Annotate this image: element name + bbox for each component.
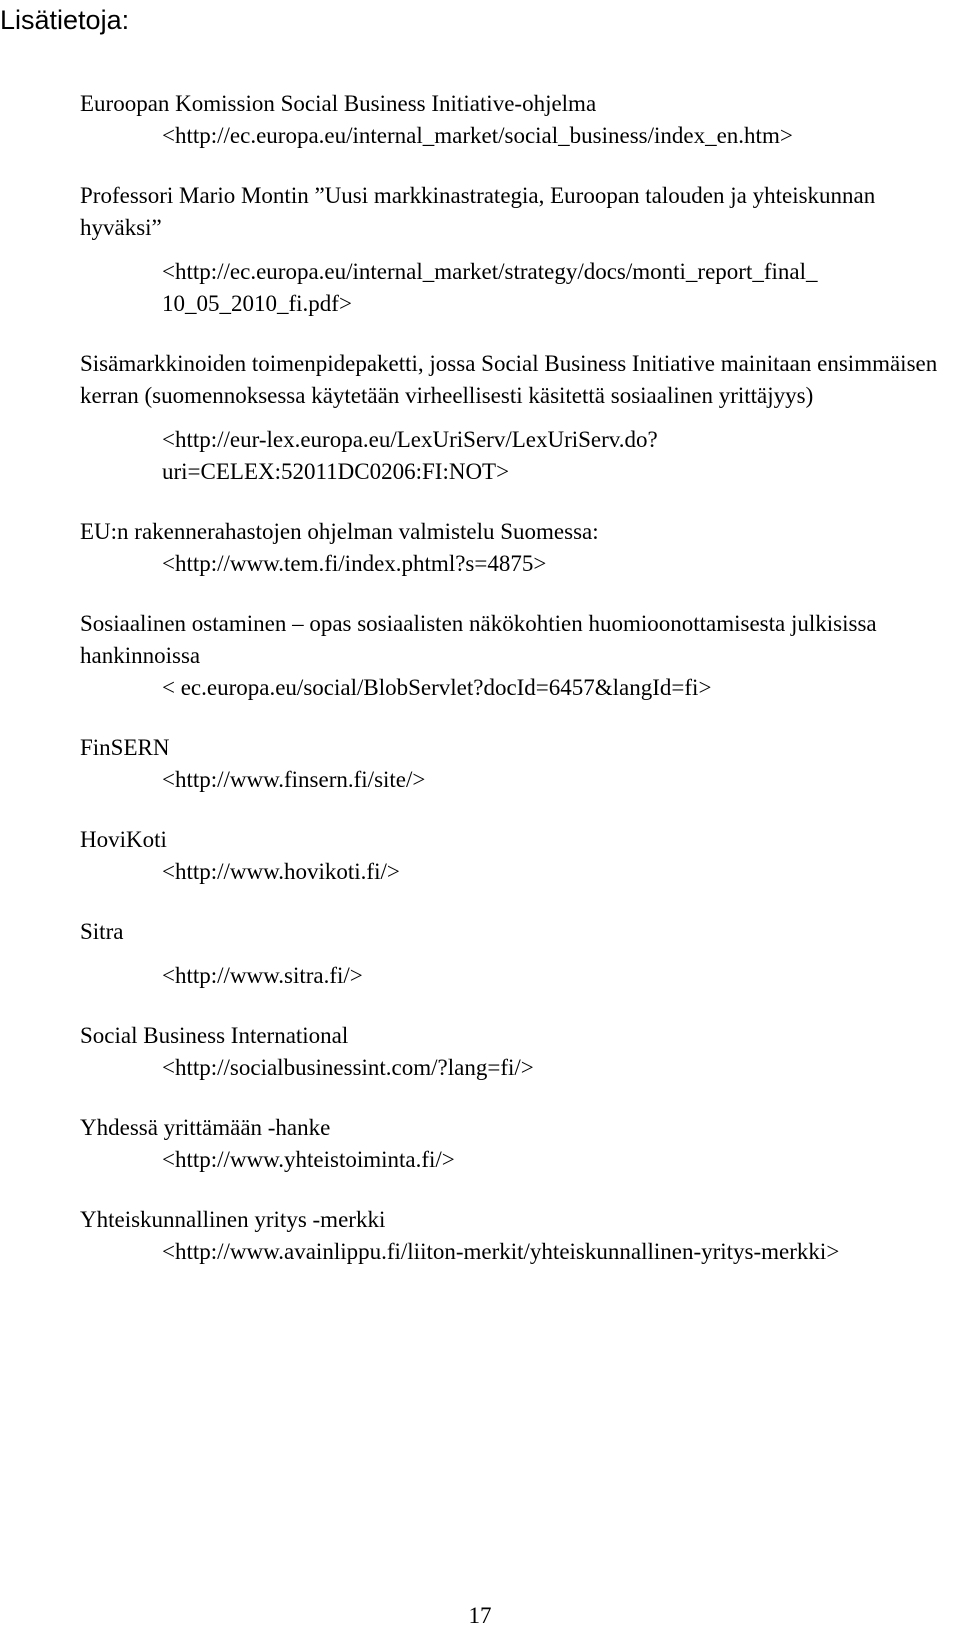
- list-item: [80, 1020, 940, 1084]
- page-heading: Lisätietoja:: [0, 5, 130, 35]
- entry-title: Professori Mario Montin ”Uusi markkinastrategia, Euroopan talouden ja yhteiskunnan hyväksi”: [80, 183, 876, 240]
- entry-title: Sitra: [80, 919, 124, 944]
- list-item: [80, 1112, 940, 1176]
- entry-url[interactable]: <http://www.yhteistoiminta.fi/>: [162, 1147, 455, 1172]
- entry-title: Sosiaalinen ostaminen – opas sosiaalisten näkökohtien huomioonottamisesta julkisissa hankinnoissa: [80, 611, 877, 668]
- list-item: [80, 916, 940, 992]
- list-item: [80, 88, 940, 152]
- entry-url[interactable]: <http://www.hovikoti.fi/>: [162, 859, 400, 884]
- entry-url[interactable]: <http://socialbusinessint.com/?lang=fi/>: [162, 1055, 534, 1080]
- entry-url[interactable]: <http://ec.europa.eu/internal_market/social_business/index_en.htm>: [162, 123, 793, 148]
- entry-title: Social Business International: [80, 1023, 349, 1048]
- list-item: [80, 1204, 940, 1268]
- entry-title: EU:n rakennerahastojen ohjelman valmistelu Suomessa:: [80, 519, 599, 544]
- entry-url[interactable]: < ec.europa.eu/social/BlobServlet?docId=6457&langId=fi>: [162, 675, 712, 700]
- page-number: 17: [468, 1603, 492, 1628]
- entry-url[interactable]: <http://www.finsern.fi/site/>: [162, 767, 426, 792]
- entry-url[interactable]: <http://www.sitra.fi/>: [162, 963, 363, 988]
- list-item: [80, 180, 940, 320]
- list-item: [80, 732, 940, 796]
- entry-url[interactable]: <http://eur-lex.europa.eu/LexUriServ/LexUriServ.do?uri=CELEX:52011DC0206:FI:NOT>: [162, 427, 658, 484]
- entry-title: FinSERN: [80, 735, 170, 760]
- list-item: [80, 824, 940, 888]
- entry-title: Yhteiskunnallinen yritys -merkki: [80, 1207, 386, 1232]
- list-item: [80, 348, 940, 488]
- entry-url[interactable]: <http://ec.europa.eu/internal_market/strategy/docs/monti_report_final_ 10_05_2010_fi.pdf>: [162, 259, 818, 316]
- entry-title: HoviKoti: [80, 827, 167, 852]
- entry-url[interactable]: <http://www.tem.fi/index.phtml?s=4875>: [162, 551, 547, 576]
- entry-title: Sisämarkkinoiden toimenpidepaketti, jossa Social Business Initiative mainitaan ensimmäisen kerran (suomennoksessa käytetään virheellisesti käsitettä sosiaalinen yrittäjyys): [80, 351, 938, 408]
- list-item: [80, 516, 940, 580]
- entry-title: Euroopan Komission Social Business Initiative-ohjelma: [80, 91, 597, 116]
- entry-url[interactable]: <http://www.avainlippu.fi/liiton-merkit/yhteiskunnallinen-yritys-merkki>: [162, 1239, 840, 1264]
- list-item: [80, 608, 940, 704]
- entry-title: Yhdessä yrittämään -hanke: [80, 1115, 331, 1140]
- link-list: [80, 88, 940, 1296]
